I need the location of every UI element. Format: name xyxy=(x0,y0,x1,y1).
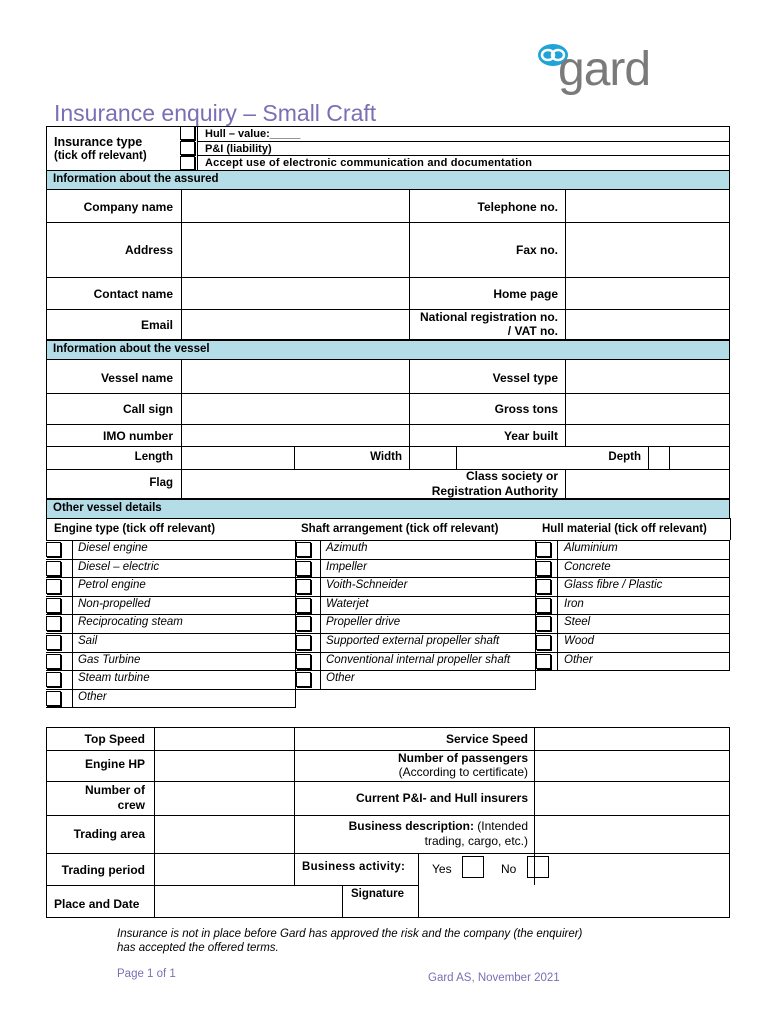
input-gross-tons[interactable] xyxy=(566,394,729,423)
shaft-option: Voith-Schneider xyxy=(326,579,408,592)
input-signature[interactable] xyxy=(419,886,729,917)
label-call-sign: Call sign xyxy=(122,402,173,416)
engine-type-checkbox[interactable] xyxy=(46,542,61,557)
input-depth[interactable] xyxy=(649,447,668,468)
engine-type-checkbox[interactable] xyxy=(46,672,61,687)
label-business-activity: Business activity: xyxy=(302,861,406,873)
shaft-option: Waterjet xyxy=(326,597,369,610)
label-passengers: Number of passengers (According to certificate) xyxy=(397,751,528,779)
label-address: Address xyxy=(124,243,173,257)
hull-material-title: Hull material (tick off relevant) xyxy=(542,523,707,535)
engine-type-option: Gas Turbine xyxy=(78,653,141,666)
input-fax[interactable] xyxy=(566,223,729,276)
input-trading-area[interactable] xyxy=(155,816,293,852)
label-year-built: Year built xyxy=(503,429,558,443)
label-length: Length xyxy=(134,451,173,463)
page-title: Insurance enquiry – Small Craft xyxy=(54,100,377,126)
input-national-registration[interactable] xyxy=(566,310,729,339)
shaft-checkbox[interactable] xyxy=(296,579,311,594)
engine-type-option: Reciprocating steam xyxy=(78,616,183,629)
hull-material-option: Iron xyxy=(564,597,584,610)
hull-material-option: Aluminium xyxy=(564,542,618,554)
input-year-built[interactable] xyxy=(566,425,729,445)
checkbox-electronic[interactable] xyxy=(180,156,195,170)
hull-material-checkbox[interactable] xyxy=(536,561,551,576)
label-engine-hp: Engine HP xyxy=(84,757,145,771)
shaft-checkbox[interactable] xyxy=(296,542,311,557)
input-crew[interactable] xyxy=(155,782,293,814)
gard-logo xyxy=(536,40,666,104)
label-class-society: Class society or Registration Authority xyxy=(431,469,558,498)
engine-type-checkbox[interactable] xyxy=(46,598,61,613)
input-service-speed[interactable] xyxy=(535,728,729,749)
engine-type-option: Steam turbine xyxy=(78,672,150,685)
label-depth: Depth xyxy=(608,451,641,463)
checkbox-yes[interactable] xyxy=(462,856,484,878)
input-class-society[interactable] xyxy=(566,470,729,498)
shaft-checkbox[interactable] xyxy=(296,654,311,669)
hull-material-checkbox[interactable] xyxy=(536,542,551,557)
input-business-description[interactable] xyxy=(535,816,729,852)
hull-material-option: Steel xyxy=(564,616,591,629)
hull-material-option: Glass fibre / Plastic xyxy=(564,579,663,592)
gard-logo-text: gard xyxy=(558,43,651,96)
checkbox-no[interactable] xyxy=(527,856,549,878)
footer-company-date: Gard AS, November 2021 xyxy=(428,972,560,984)
engine-type-checkbox[interactable] xyxy=(46,561,61,576)
input-insurers[interactable] xyxy=(535,782,729,814)
shaft-checkbox[interactable] xyxy=(296,672,311,687)
input-company-name[interactable] xyxy=(182,190,408,221)
label-company-name: Company name xyxy=(83,200,173,214)
shaft-option: Azimuth xyxy=(326,542,368,554)
label-trading-area: Trading area xyxy=(73,827,145,841)
label-place-date: Place and Date xyxy=(54,897,140,911)
shaft-checkbox[interactable] xyxy=(296,635,311,650)
input-address[interactable] xyxy=(182,223,408,276)
label-home-page: Home page xyxy=(493,287,558,301)
input-contact-name[interactable] xyxy=(182,278,408,308)
label-contact-name: Contact name xyxy=(93,287,173,301)
engine-type-option: Petrol engine xyxy=(78,579,146,592)
label-business-description: Business description: (Intended trading, cargo, etc.) xyxy=(348,819,528,848)
input-engine-hp[interactable] xyxy=(155,751,293,780)
section-vessel: Information about the vessel xyxy=(46,340,730,360)
engine-type-checkbox[interactable] xyxy=(46,579,61,594)
input-place-date[interactable] xyxy=(155,886,341,917)
label-service-speed: Service Speed xyxy=(445,732,528,746)
engine-type-option: Sail xyxy=(78,635,98,647)
option-pi: P&I (liability) xyxy=(205,143,272,155)
label-trading-period: Trading period xyxy=(61,863,145,877)
hull-material-option: Other xyxy=(564,653,593,666)
input-telephone[interactable] xyxy=(566,190,729,221)
label-vessel-name: Vessel name xyxy=(100,371,173,385)
shaft-option: Impeller xyxy=(326,560,367,573)
label-width: Width xyxy=(370,451,402,463)
label-telephone: Telephone no. xyxy=(477,200,558,214)
page-number: Page 1 of 1 xyxy=(117,968,176,980)
insurance-type-label: Insurance type (tick off relevant) xyxy=(54,135,147,162)
hull-material-option: Concrete xyxy=(564,560,611,573)
option-electronic: Accept use of electronic communication and documentation xyxy=(205,157,533,169)
engine-type-title: Engine type (tick off relevant) xyxy=(54,523,216,535)
option-hull: Hull – value:_____ xyxy=(205,128,301,140)
label-national-registration: National registration no. / VAT no. xyxy=(419,310,558,338)
input-vessel-name[interactable] xyxy=(182,360,408,392)
shaft-option: Propeller drive xyxy=(326,616,401,629)
checkbox-pi[interactable] xyxy=(180,141,195,155)
label-crew: Number of crew xyxy=(85,783,145,812)
engine-type-checkbox[interactable] xyxy=(46,616,61,631)
label-insurers: Current P&I- and Hull insurers xyxy=(355,791,528,805)
label-fax: Fax no. xyxy=(515,243,558,257)
engine-type-checkbox[interactable] xyxy=(46,691,61,706)
hull-material-checkbox[interactable] xyxy=(536,635,551,650)
engine-type-option: Diesel – electric xyxy=(78,560,160,573)
engine-type-checkbox[interactable] xyxy=(46,635,61,650)
input-call-sign[interactable] xyxy=(182,394,408,423)
engine-type-option: Non-propelled xyxy=(78,597,151,610)
label-imo-number: IMO number xyxy=(102,429,173,443)
engine-type-option: Diesel engine xyxy=(78,542,148,554)
shaft-option: Other xyxy=(326,672,355,685)
hull-material-checkbox[interactable] xyxy=(536,654,551,669)
hull-material-checkbox[interactable] xyxy=(536,616,551,631)
label-top-speed: Top Speed xyxy=(84,732,145,746)
shaft-checkbox[interactable] xyxy=(296,561,311,576)
input-top-speed[interactable] xyxy=(155,728,293,749)
disclaimer: Insurance is not in place before Gard has approved the risk and the company (the enquirer) has accepted the offered terms. xyxy=(117,928,583,954)
label-signature: Signature xyxy=(351,888,405,900)
engine-type-checkbox[interactable] xyxy=(46,654,61,669)
hull-material-checkbox[interactable] xyxy=(536,579,551,594)
input-length[interactable] xyxy=(182,447,293,468)
shaft-arrangement-title: Shaft arrangement (tick off relevant) xyxy=(301,523,499,535)
label-gross-tons: Gross tons xyxy=(494,402,558,416)
input-width[interactable] xyxy=(410,447,455,468)
label-email: Email xyxy=(140,318,173,332)
label-yes: Yes xyxy=(432,862,452,876)
label-vessel-type: Vessel type xyxy=(492,371,558,385)
section-other-details: Other vessel details xyxy=(46,499,730,519)
hull-material-checkbox[interactable] xyxy=(536,598,551,613)
shaft-checkbox[interactable] xyxy=(296,598,311,613)
shaft-option: Supported external propeller shaft xyxy=(326,635,500,647)
engine-type-option: Other xyxy=(78,690,107,703)
shaft-option: Conventional internal propeller shaft xyxy=(326,653,511,666)
label-flag: Flag xyxy=(149,477,173,489)
input-home-page[interactable] xyxy=(566,278,729,308)
input-vessel-type[interactable] xyxy=(566,360,729,392)
section-assured: Information about the assured xyxy=(46,170,730,190)
input-trading-period[interactable] xyxy=(155,854,293,884)
input-email[interactable] xyxy=(182,310,408,339)
hull-material-option: Wood xyxy=(564,635,595,647)
shaft-checkbox[interactable] xyxy=(296,616,311,631)
checkbox-hull[interactable] xyxy=(180,126,195,140)
input-imo-number[interactable] xyxy=(182,425,408,445)
label-no: No xyxy=(501,862,517,876)
input-passengers[interactable] xyxy=(535,751,729,780)
